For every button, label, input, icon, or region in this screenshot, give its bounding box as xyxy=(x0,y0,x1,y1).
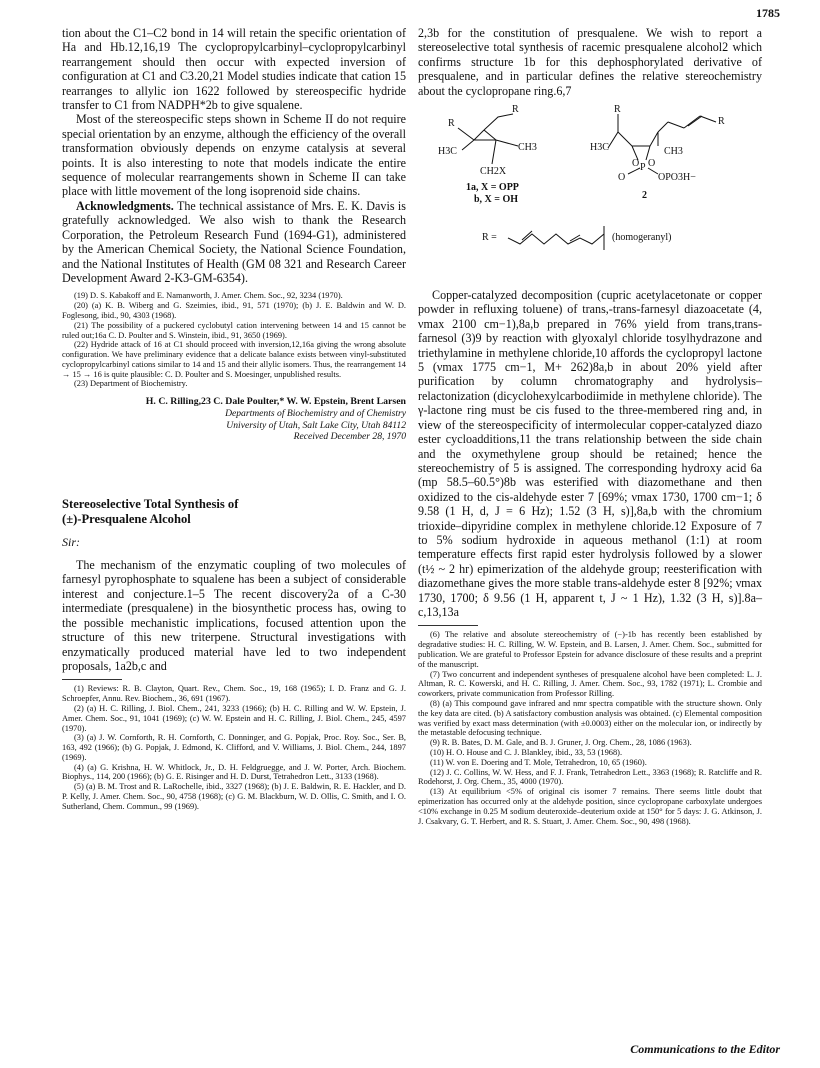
paragraph: 2,3b for the constitution of presqualene. We wish to report a stereoselective total synthesis of racemic presqualene alcohol2 which confirms structure 1b for this dephosphorylated derivative of presqualene, and in particular defines the relative stereochemistry about the cyclopropane ring.6,7 xyxy=(418,26,762,98)
acknowledgments-heading: Acknowledgments. xyxy=(76,198,174,213)
right-column xyxy=(418,26,762,826)
substituent-label: CH3 xyxy=(518,142,537,154)
paragraph: The mechanism of the enzymatic coupling of two molecules of farnesyl pyrophosphate to squalene has been a subject of considerable interest and conjecture.1–5 The recent discovery2a of a C-30 intermediate (presqualene) in the biosynthetic process has, owing to the possible mechanistic implications, focused attention upon the structure of this new triterpene. Structural investigations with enzymatically produced material have led to two independent proposals, 1a2b,c and xyxy=(62,558,406,673)
footnote: (4) (a) G. Krishna, H. W. Whitlock, Jr., D. H. Feldgruegge, and J. W. Porter, Arch. Biochem. Biophys., 114, 200 (1966); (b) G. E. Risinger and H. D. Durst, Tetrahedron Lett., 3133 (1968). xyxy=(62,762,406,782)
footnotes xyxy=(418,630,762,826)
footnote: (9) R. B. Bates, D. M. Gale, and B. J. Gruner, J. Org. Chem., 28, 1086 (1963). xyxy=(430,738,692,748)
homogeranyl-label: (homogeranyl) xyxy=(612,232,672,244)
footnote: (10) H. O. House and C. J. Blankley, ibid., 33, 53 (1968). xyxy=(430,747,623,757)
chemical-structures-figure xyxy=(418,102,762,282)
section-footer: Communications to the Editor xyxy=(630,1042,780,1056)
footnote: (5) (a) B. M. Trost and R. LaRochelle, ibid., 3327 (1968); (b) J. E. Baldwin, R. E. Hackler, and D. P. Kelly, J. Amer. Chem. Soc., 90, 4758 (1968); (c) G. M. Blackburn, W. D. Ollis, C. Smith, and I. O. Sutherland, Chem. Commun., 99 (1969). xyxy=(62,782,406,811)
compound-label: 2 xyxy=(642,190,647,202)
footnote: (22) Hydride attack of 16 at C1 should proceed with inversion,12,16a giving the wrong absolute configuration. We have preliminary evidence that a delicate balance exists between vinyl-substituted cyclopropylcarbinyl cations similar to 14 and 15 and their allylic isomers. Thus, the rearrangement 14 → 15 → 16 is quite plausible: C. D. Poulter and S. Moesinger, unpublished results. xyxy=(62,340,406,379)
footnote: (8) (a) This compound gave infrared and nmr spectra compatible with the structure shown. Only the key data are cited. (b) A satisfactory combustion analysis was obtained. (c) Elemental composition was verified by exact mass determination (with ±0.0003) either on the molecular ion, or indirectly by the metastable defocusing technique. xyxy=(418,698,762,738)
compound-label: 1a, X = OPP xyxy=(466,182,519,194)
paragraph: Most of the stereospecific steps shown in Scheme II do not require special orientation by an enzyme, although the efficiency of the overall transformation obviously depends on enzyme catalysis at several points. It is also interesting to note that models indicate the entire sequence of molecular rearrangements shown in Scheme II can take place with little movement of the long isoprenoid side chains. xyxy=(62,112,406,199)
substituent-label: R xyxy=(512,104,519,116)
substituent-label: CH2X xyxy=(480,166,507,178)
bond-line xyxy=(484,114,513,130)
r-definition: R = xyxy=(482,232,497,244)
footnote: (20) (a) K. B. Wiberg and G. Szeimies, ibid., 91, 571 (1970); (b) J. E. Baldwin and W. D. Foglesong, ibid., 90, 4303 (1968). xyxy=(62,301,406,320)
article-title-line: Stereoselective Total Synthesis of xyxy=(62,497,239,512)
affiliation: University of Utah, Salt Lake City, Utah 84112 xyxy=(226,419,406,431)
substituent-label: R xyxy=(448,118,455,130)
footnotes xyxy=(62,291,406,389)
affiliation: Departments of Biochemistry and of Chemistry xyxy=(225,408,406,420)
footnote: (2) (a) H. C. Rilling, J. Biol. Chem., 241, 3233 (1966); (b) H. C. Rilling and W. W. Epstein, J. Amer. Chem. Soc., 91, 1041 (1969); (c) W. W. Epstein and H. C. Rilling, J. Biol. Chem., 245, 4597 (1970). xyxy=(62,703,406,733)
page-number: 1785 xyxy=(756,6,780,20)
salutation: Sir: xyxy=(62,535,80,550)
footnote: (11) W. von E. Doering and T. Mole, Tetrahedron, 10, 65 (1960). xyxy=(430,757,647,767)
footnote: (13) At equilibrium <5% of original cis isomer 7 remains. There seems little doubt that epimerization has occurred only at the aldehyde position, since cyclopropane carboxylate undergoes <10% exchange in 0.25 M sodium deuteroxide–deuterium oxide at 150° for 5 days: J. G. Atkinson, J. J. Csakvary, G. T. Herbert, and R. S. Stuart, J. Amer. Chem. Soc., 90, 498 (1968). xyxy=(418,787,762,826)
footnote: (1) Reviews: R. B. Clayton, Quart. Rev., Chem. Soc., 19, 168 (1965); I. D. Franz and G. J. Schroepfer, Annu. Rev. Biochem., 36, 691 (1967). xyxy=(62,684,406,704)
compound-label: b, X = OH xyxy=(474,194,519,206)
footnote: (6) The relative and absolute stereochemistry of (−)-1b has recently been established by degradative studies: H. C. Rilling, W. W. Epstein, and B. Larsen, J. Amer. Chem. Soc., submitted for publication. We are grateful to Professor Epstein for advance disclosure of these results and a preprint of the manuscript. xyxy=(418,630,762,669)
paragraph: Copper-catalyzed decomposition (cupric acetylacetonate or copper powder in refluxing toluene) of trans,-trans-farnesyl diazoacetate (4, νmax 2100 cm−1),8a,b prepared in 76% yield from trans,trans-farnesol (3)9 by reaction with glyoxalyl chloride tosylhydrazone and triethylamine in methylene chloride,10 affords the cyclopropyl lactone 5 (νmax 1775 cm−1, M+ 262)8a,b in about 20% yield after purification by column chromatography and hydrolysis–relactonization (dicyclohexylcarbodiimide in methylene chloride). The γ-lactone ring must be cis fused to the three-membered ring and, in view of the stereospecificity of intermolecular copper-catalyzed diazo ester cycloadditions,11 the trans relationship between the side chain and the oxymethylene group should be retained; hence the stereochemistry of 5 is assigned. The corresponding hydroxy acid 6a (mp 58.5–60.5°)8b was esterified with diazomethane and then oxidized to the cis-aldehyde ester 7 [69%; νmax 1730, 1700 cm−1; δ 9.58 (1 H, d, J = 6 Hz); 1.52 (3 H, s)],8a,b with the chromium trioxide–dipyridine complex in methylene chloride.12 Exposure of 7 to 5% sodium hydroxide in aqueous methanol (1:1) at room temperature effects first rapid ester hydrolysis followed by a slower (t½ ~ 2 hr) epimerization of the aldehyde group; reesterification with diazomethane gives the more stable trans-aldehyde ester 8 [92%; νmax 1730, 1700; δ 9.56 (1 H, apparent t, J ~ 1 Hz), 1.32 (3 H, s)].8a–c,13,13a xyxy=(418,288,762,619)
footnote: (21) The possibility of a puckered cyclobutyl cation intervening between 14 and 15 cannot be ruled out;16a C. D. Poulter and S. Winstein, ibid., 91, 3650 (1969). xyxy=(62,320,406,340)
footnote: (23) Department of Biochemistry. xyxy=(74,379,188,389)
article-title-line: (±)-Presqualene Alcohol xyxy=(62,512,191,527)
substituent-label: H3C xyxy=(590,142,609,154)
substituent-label: OPO3H− xyxy=(658,172,696,184)
footnote: (19) D. S. Kabakoff and E. Namanworth, J. Amer. Chem. Soc., 92, 3234 (1970). xyxy=(74,291,343,301)
footnote: (7) Two concurrent and independent syntheses of presqualene alcohol have been completed: L. J. Altman, R. C. Kowerski, and H. C. Rilling, J. Amer. Chem. Soc., 93, 1782 (1971); L. Crombie and coworkers, private communication from Professor Rilling. xyxy=(418,669,762,699)
substituent-label: R xyxy=(614,104,621,116)
footnote: (3) (a) J. W. Cornforth, R. H. Cornforth, C. Donninger, and G. Popjak, Proc. Roy. Soc., Ser. B, 163, 492 (1966); (b) G. Popjak, J. Edmond, K. Clifford, and V. Williams, J. Biol. Chem., 244, 1897 (1969). xyxy=(62,733,406,762)
atom-label: O xyxy=(648,158,656,170)
article-title xyxy=(62,497,406,527)
footnote-rule xyxy=(62,679,122,680)
atom-label: O xyxy=(632,158,640,170)
footnote-rule xyxy=(418,625,478,626)
received-date: Received December 28, 1970 xyxy=(293,431,406,443)
footnote: (12) J. C. Collins, W. W. Hess, and F. J. Frank, Tetrahedron Lett., 3363 (1968); R. Ratcliffe and R. Rodehorst, J. Org. Chem., 35, 4000 (1970). xyxy=(418,767,762,787)
atom-label: O xyxy=(618,172,626,184)
left-column xyxy=(62,26,406,812)
acknowledgments xyxy=(62,199,406,285)
substituent-label: R xyxy=(718,116,725,128)
acknowledgments-text: The technical assistance of Mrs. E. K. Davis is gratefully acknowledged. We also wish to thank the Research Corporation, the Petroleum Research Fund (1694-G1), administered by the American Chemical Society, the National Science Foundation, and the National Institutes of Health (GM 08 321 and Research Career Development Award 2-K3-GM-6354). xyxy=(62,198,406,285)
paragraph: tion about the C1–C2 bond in 14 will retain the specific orientation of Ha and Hb.12,16,19 The cyclopropylcarbinyl–cyclopropylcarbinyl rearrangement should then occur with expected inversion of configuration at C1 and C3.20,21 Model studies indicate that cation 15 rearranges to allylic ion 1622 followed by stereospecific hydride transfer to C1 from NADPH*2b to give squalene. xyxy=(62,26,406,113)
substituent-label: H3C xyxy=(438,146,457,158)
authors: H. C. Rilling,23 C. Dale Poulter,* W. W. Epstein, Brent Larsen xyxy=(145,396,406,408)
substituent-label: CH3 xyxy=(664,146,683,158)
atom-label: P xyxy=(640,162,646,174)
footnotes xyxy=(62,684,406,811)
